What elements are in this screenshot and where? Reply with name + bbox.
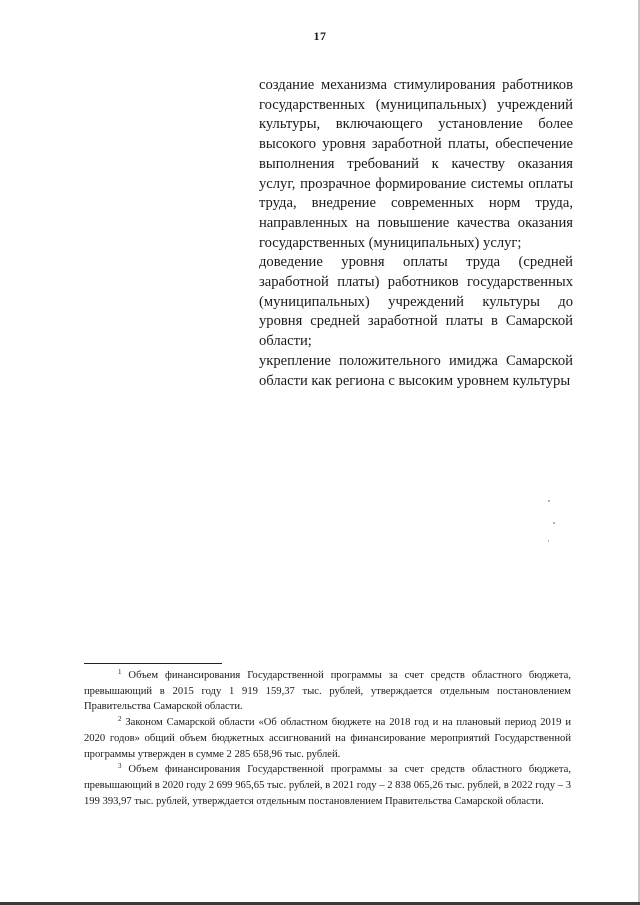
footnotes-section — [84, 668, 571, 809]
page-number: 17 — [313, 29, 327, 43]
scan-speck — [548, 500, 550, 502]
footnote-separator — [84, 663, 222, 664]
paragraph-region-image: укрепление положительного имиджа Самарской области как региона с высоким уровнем культуры — [259, 352, 573, 389]
footnote-3 — [84, 762, 571, 809]
footnote-1 — [84, 668, 571, 715]
footnote-text: Объем финансирования Государственной программы за счет средств областного бюджета, превышающий в 2020 году 2 699 965,65 тыс. рублей, в 2021 году – 2 838 065,26 тыс. рублей, в 2022 году – 3 199 393,97 тыс. рублей, утверждается отдельным постановлением Правительства Самарской области. — [84, 764, 571, 807]
footnote-marker: 1 — [118, 668, 122, 676]
paragraph-salary-level: доведение уровня оплаты труда (средней заработной платы) работников государственных (муниципальных) учреждений культуры до уровня средней заработной платы в Самарской области; — [259, 254, 573, 350]
footnote-marker: 2 — [118, 715, 122, 724]
footnote-text: Объем финансирования Государственной программы за счет средств областного бюджета, превышающий в 2015 году 1 919 159,37 тыс. рублей, утверждается отдельным постановлением Правительства Самарской области. — [84, 670, 571, 713]
scan-speck — [548, 540, 549, 542]
footnote-marker: 3 — [118, 762, 122, 771]
main-text-column — [259, 76, 573, 391]
footnote-text: Законом Самарской области «Об областном бюджете на 2018 год и на плановый период 2019 и 2020 годов» общий объем бюджетных ассигнований на финансирование мероприятий Государственной программы утвержден в сумме 2 285 658,96 тыс. рублей. — [84, 717, 571, 760]
paragraph-incentive-mechanism: создание механизма стимулирования работников государственных (муниципальных) учреждений культуры, включающего установление более высокого уровня заработной платы, обеспечение выполнения требований к качеству оказания услуг, прозрачное формирование системы оплаты труда, внедрение современных норм труда, направленных на повышение качества оказания государственных (муниципальных) услуг; — [259, 77, 573, 251]
footnote-2 — [84, 715, 571, 762]
scan-speck — [553, 522, 555, 524]
